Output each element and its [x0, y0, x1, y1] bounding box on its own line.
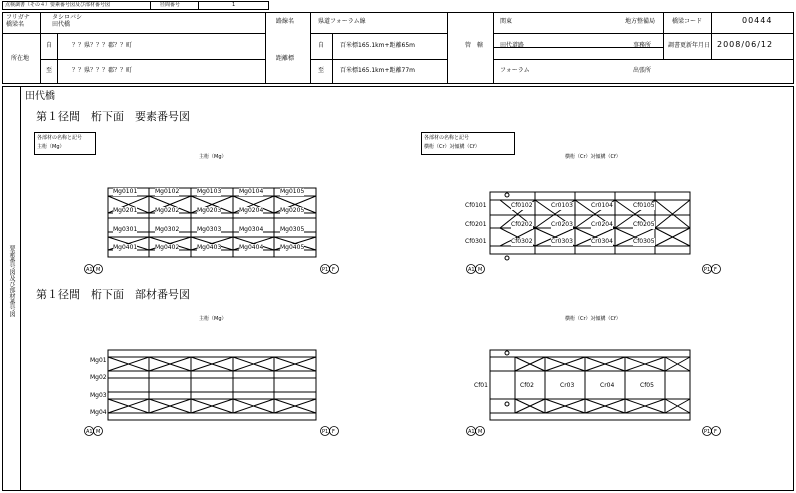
s1-right-cell: Cf0305 — [633, 238, 655, 245]
s1-left-cell: Mg0304 — [239, 226, 264, 233]
legend-left-item: 主桁（Mg） — [37, 144, 65, 150]
s1-left-cell: Mg0405 — [280, 244, 305, 251]
mgmt-office-0: 地方整備局 — [625, 18, 656, 25]
s1-left-cell: Mg0305 — [280, 226, 305, 233]
s1-right-row-label: Cf0201 — [465, 221, 487, 228]
route-label: 路線名 — [276, 18, 295, 25]
manage-label: 管 轄 — [465, 42, 484, 49]
from-label: 自 — [46, 42, 53, 49]
bridge-title: 田代橋 — [25, 91, 55, 102]
s2-support-m: M — [96, 429, 101, 435]
s2r-support-f: F — [714, 429, 717, 435]
s1-left-cell: Mg0105 — [280, 188, 305, 195]
s1-left-cell: Mg0302 — [155, 226, 180, 233]
s1-left-cell: Mg0103 — [197, 188, 222, 195]
legend-right-item: 横桁（Cr）対傾構（Cf） — [424, 144, 480, 150]
s1-right-cell: Cr0204 — [591, 221, 613, 228]
s1-right-cell: Cf0105 — [633, 202, 655, 209]
s1-right-cell: Cr0104 — [591, 202, 613, 209]
s1-right-row-label: Cf0101 — [465, 202, 487, 209]
check-no-value: 1 — [232, 2, 236, 8]
s1-support-f: F — [332, 267, 335, 273]
mgmt-name-2: フォーラム — [500, 67, 530, 74]
s1-right-cell: Cr0303 — [551, 238, 573, 245]
legend-right-title: 各部材の名称と記号 — [424, 135, 470, 141]
survey-date-value: 2008/06/12 — [717, 40, 774, 49]
form-title: 点検調書（その４）要素番号図及び部材番号図 — [5, 2, 111, 8]
s1-right-caption: 横桁（Cr）対傾構（Cf） — [565, 154, 621, 160]
from-value: ？？県？？？郡？？町 — [72, 42, 133, 49]
mgmt-office-1: 事務所 — [633, 42, 652, 49]
s2-right-cell-2: Cr04 — [600, 382, 615, 389]
s2-right-caption: 横桁（Cr）対傾構（Cf） — [565, 316, 621, 322]
side-label: 要素番号図及び部材番号図 — [8, 245, 15, 317]
s1-left-cell: Mg0402 — [155, 244, 180, 251]
s1-support-m: M — [96, 267, 101, 273]
s2r-support-a1: A1 — [468, 429, 475, 435]
s2r-support-p1: P1 — [704, 429, 711, 435]
s1-right-cell: Cr0304 — [591, 238, 613, 245]
to-label: 至 — [46, 67, 53, 74]
s2-right-row-label: Cf01 — [474, 382, 488, 389]
s2r-support-m: M — [478, 429, 483, 435]
dist-from-label: 自 — [318, 42, 325, 49]
s1-left-cell: Mg0201 — [113, 207, 138, 214]
s1-support-a1: A1 — [86, 267, 93, 273]
s1-left-cell: Mg0104 — [239, 188, 264, 195]
s1-left-cell: Mg0401 — [113, 244, 138, 251]
mgmt-office-2: 出張所 — [633, 67, 652, 74]
s2-row-3: Mg04 — [90, 409, 107, 416]
distance-label: 距離標 — [276, 55, 295, 62]
to-value: ？？県？？？郡？？町 — [72, 67, 133, 74]
s2-right-cell-0: Cf02 — [520, 382, 534, 389]
s2-row-2: Mg03 — [90, 392, 107, 399]
s1-right-cell: Cr0203 — [551, 221, 573, 228]
s1-left-cell: Mg0102 — [155, 188, 180, 195]
dist-to-value: 百米標165.1km+距離77m — [340, 67, 416, 74]
survey-date-label: 調書更新年月日 — [668, 42, 711, 49]
mgmt-name-1: 田代道路 — [500, 42, 525, 49]
s1-right-cell: Cf0202 — [511, 221, 533, 228]
location-label: 所在地 — [11, 55, 30, 62]
dist-from-value: 百米標165.1km+距離65m — [340, 42, 416, 49]
bridge-name-label: 橋梁名 — [6, 21, 25, 28]
s1r-support-a1: A1 — [468, 267, 475, 273]
s1-left-cell: Mg0404 — [239, 244, 264, 251]
s2-row-0: Mg01 — [90, 357, 107, 364]
s1-right-cell: Cf0102 — [511, 202, 533, 209]
s2-left-frame — [108, 350, 316, 420]
legend-left-title: 各部材の名称と記号 — [37, 135, 83, 141]
s2-support-p1: P1 — [322, 429, 329, 435]
section2-title: 第１径間 桁下面 部材番号図 — [36, 288, 190, 301]
s1-left-cell: Mg0204 — [239, 207, 264, 214]
s1r-support-m: M — [478, 267, 483, 273]
s1-support-p1: P1 — [322, 267, 329, 273]
check-no-label: 径間番号 — [160, 2, 181, 8]
s1r-support-p1: P1 — [704, 267, 711, 273]
s1-left-caption: 主桁（Mg） — [199, 154, 227, 160]
s1-left-cell: Mg0303 — [197, 226, 222, 233]
s2-support-a1: A1 — [86, 429, 93, 435]
bridge-name-value: 田代橋 — [52, 21, 71, 28]
mgmt-name-0: 関東 — [500, 18, 513, 25]
s1-left-cell: Mg0202 — [155, 207, 180, 214]
s2-left-caption: 主桁（Mg） — [199, 316, 227, 322]
route-value: 県道フォーラム線 — [318, 18, 366, 25]
s1-right-cell: Cr0103 — [551, 202, 573, 209]
ledger-code-value: 00444 — [742, 16, 773, 25]
s1-left-cell: Mg0403 — [197, 244, 222, 251]
dist-to-label: 至 — [318, 67, 325, 74]
s1-right-row-label: Cf0301 — [465, 238, 487, 245]
s1-left-cell: Mg0101 — [113, 188, 138, 195]
ledger-code-label: 橋梁コード — [672, 18, 703, 25]
s1-right-cell: Cf0302 — [511, 238, 533, 245]
s1-left-cell: Mg0205 — [280, 207, 305, 214]
furigana-value: タシロバシ — [52, 14, 83, 21]
s1-left-cell: Mg0301 — [113, 226, 138, 233]
s1-right-cell: Cf0205 — [633, 221, 655, 228]
s2-right-cell-3: Cf05 — [640, 382, 654, 389]
section1-title: 第１径間 桁下面 要素番号図 — [36, 110, 190, 123]
s1-left-cell: Mg0203 — [197, 207, 222, 214]
s2-right-cell-1: Cr03 — [560, 382, 575, 389]
s1r-support-f: F — [714, 267, 717, 273]
s2-support-f: F — [332, 429, 335, 435]
furigana-label: フリガナ — [6, 14, 30, 21]
s2-row-1: Mg02 — [90, 374, 107, 381]
